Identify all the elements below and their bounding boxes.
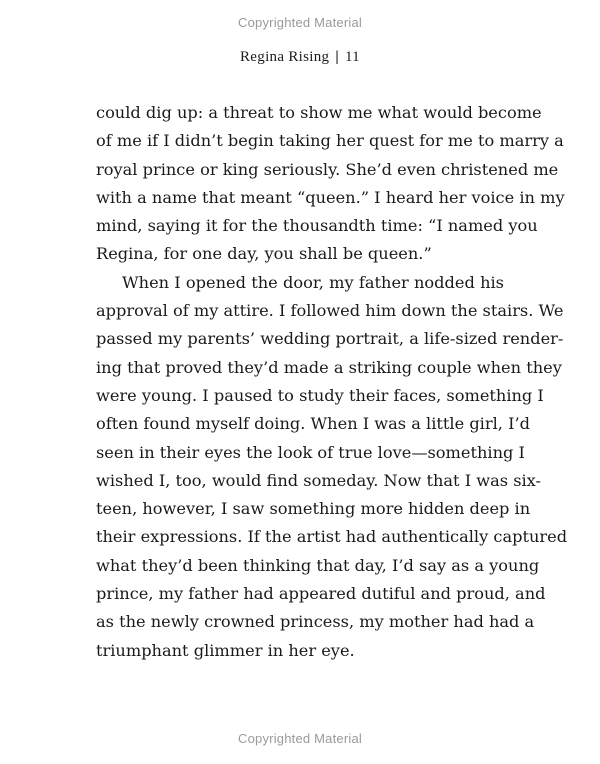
- text-line: ing that proved they’d made a striking couple when they: [96, 357, 562, 377]
- text-line: mind, saying it for the thousandth time: “I named you: [96, 216, 538, 236]
- text-line: When I opened the door, my father nodded his: [122, 272, 504, 292]
- text-line: prince, my father had appeared dutiful and proud, and: [96, 584, 546, 604]
- text-line: wished I, too, would find someday. Now that I was six-: [96, 470, 541, 490]
- header-separator: |: [335, 49, 339, 65]
- text-line: approval of my attire. I followed him down the stairs. We: [96, 301, 564, 321]
- text-line: could dig up: a threat to show me what would become: [96, 103, 542, 122]
- text-line: what they’d been thinking that day, I’d say as a young: [96, 555, 540, 575]
- body-text: [96, 99, 568, 665]
- text-line: triumphant glimmer in her eye.: [96, 640, 355, 660]
- copyright-watermark-bottom: Copyrighted Material: [238, 731, 362, 746]
- copyright-watermark-top: Copyrighted Material: [238, 15, 362, 30]
- text-line: were young. I paused to study their faces, something I: [96, 385, 544, 405]
- text-line: with a name that meant “queen.” I heard her voice in my: [96, 187, 565, 207]
- text-line: passed my parents’ wedding portrait, a life-sized render-: [96, 329, 564, 349]
- text-line: often found myself doing. When I was a little girl, I’d: [96, 414, 530, 434]
- running-head: [0, 49, 600, 66]
- text-line: Regina, for one day, you shall be queen.”: [96, 244, 432, 264]
- text-line: their expressions. If the artist had authentically captured: [96, 527, 568, 547]
- text-line: as the newly crowned princess, my mother had had a: [96, 612, 535, 632]
- page-number: 11: [344, 49, 360, 65]
- text-line: teen, however, I saw something more hidden deep in: [96, 499, 531, 519]
- text-line: royal prince or king seriously. She’d even christened me: [96, 159, 559, 179]
- text-line: of me if I didn’t begin taking her quest for me to marry a: [96, 131, 564, 151]
- text-line: seen in their eyes the look of true love—something I: [96, 442, 525, 462]
- book-title: Regina Rising: [240, 49, 330, 65]
